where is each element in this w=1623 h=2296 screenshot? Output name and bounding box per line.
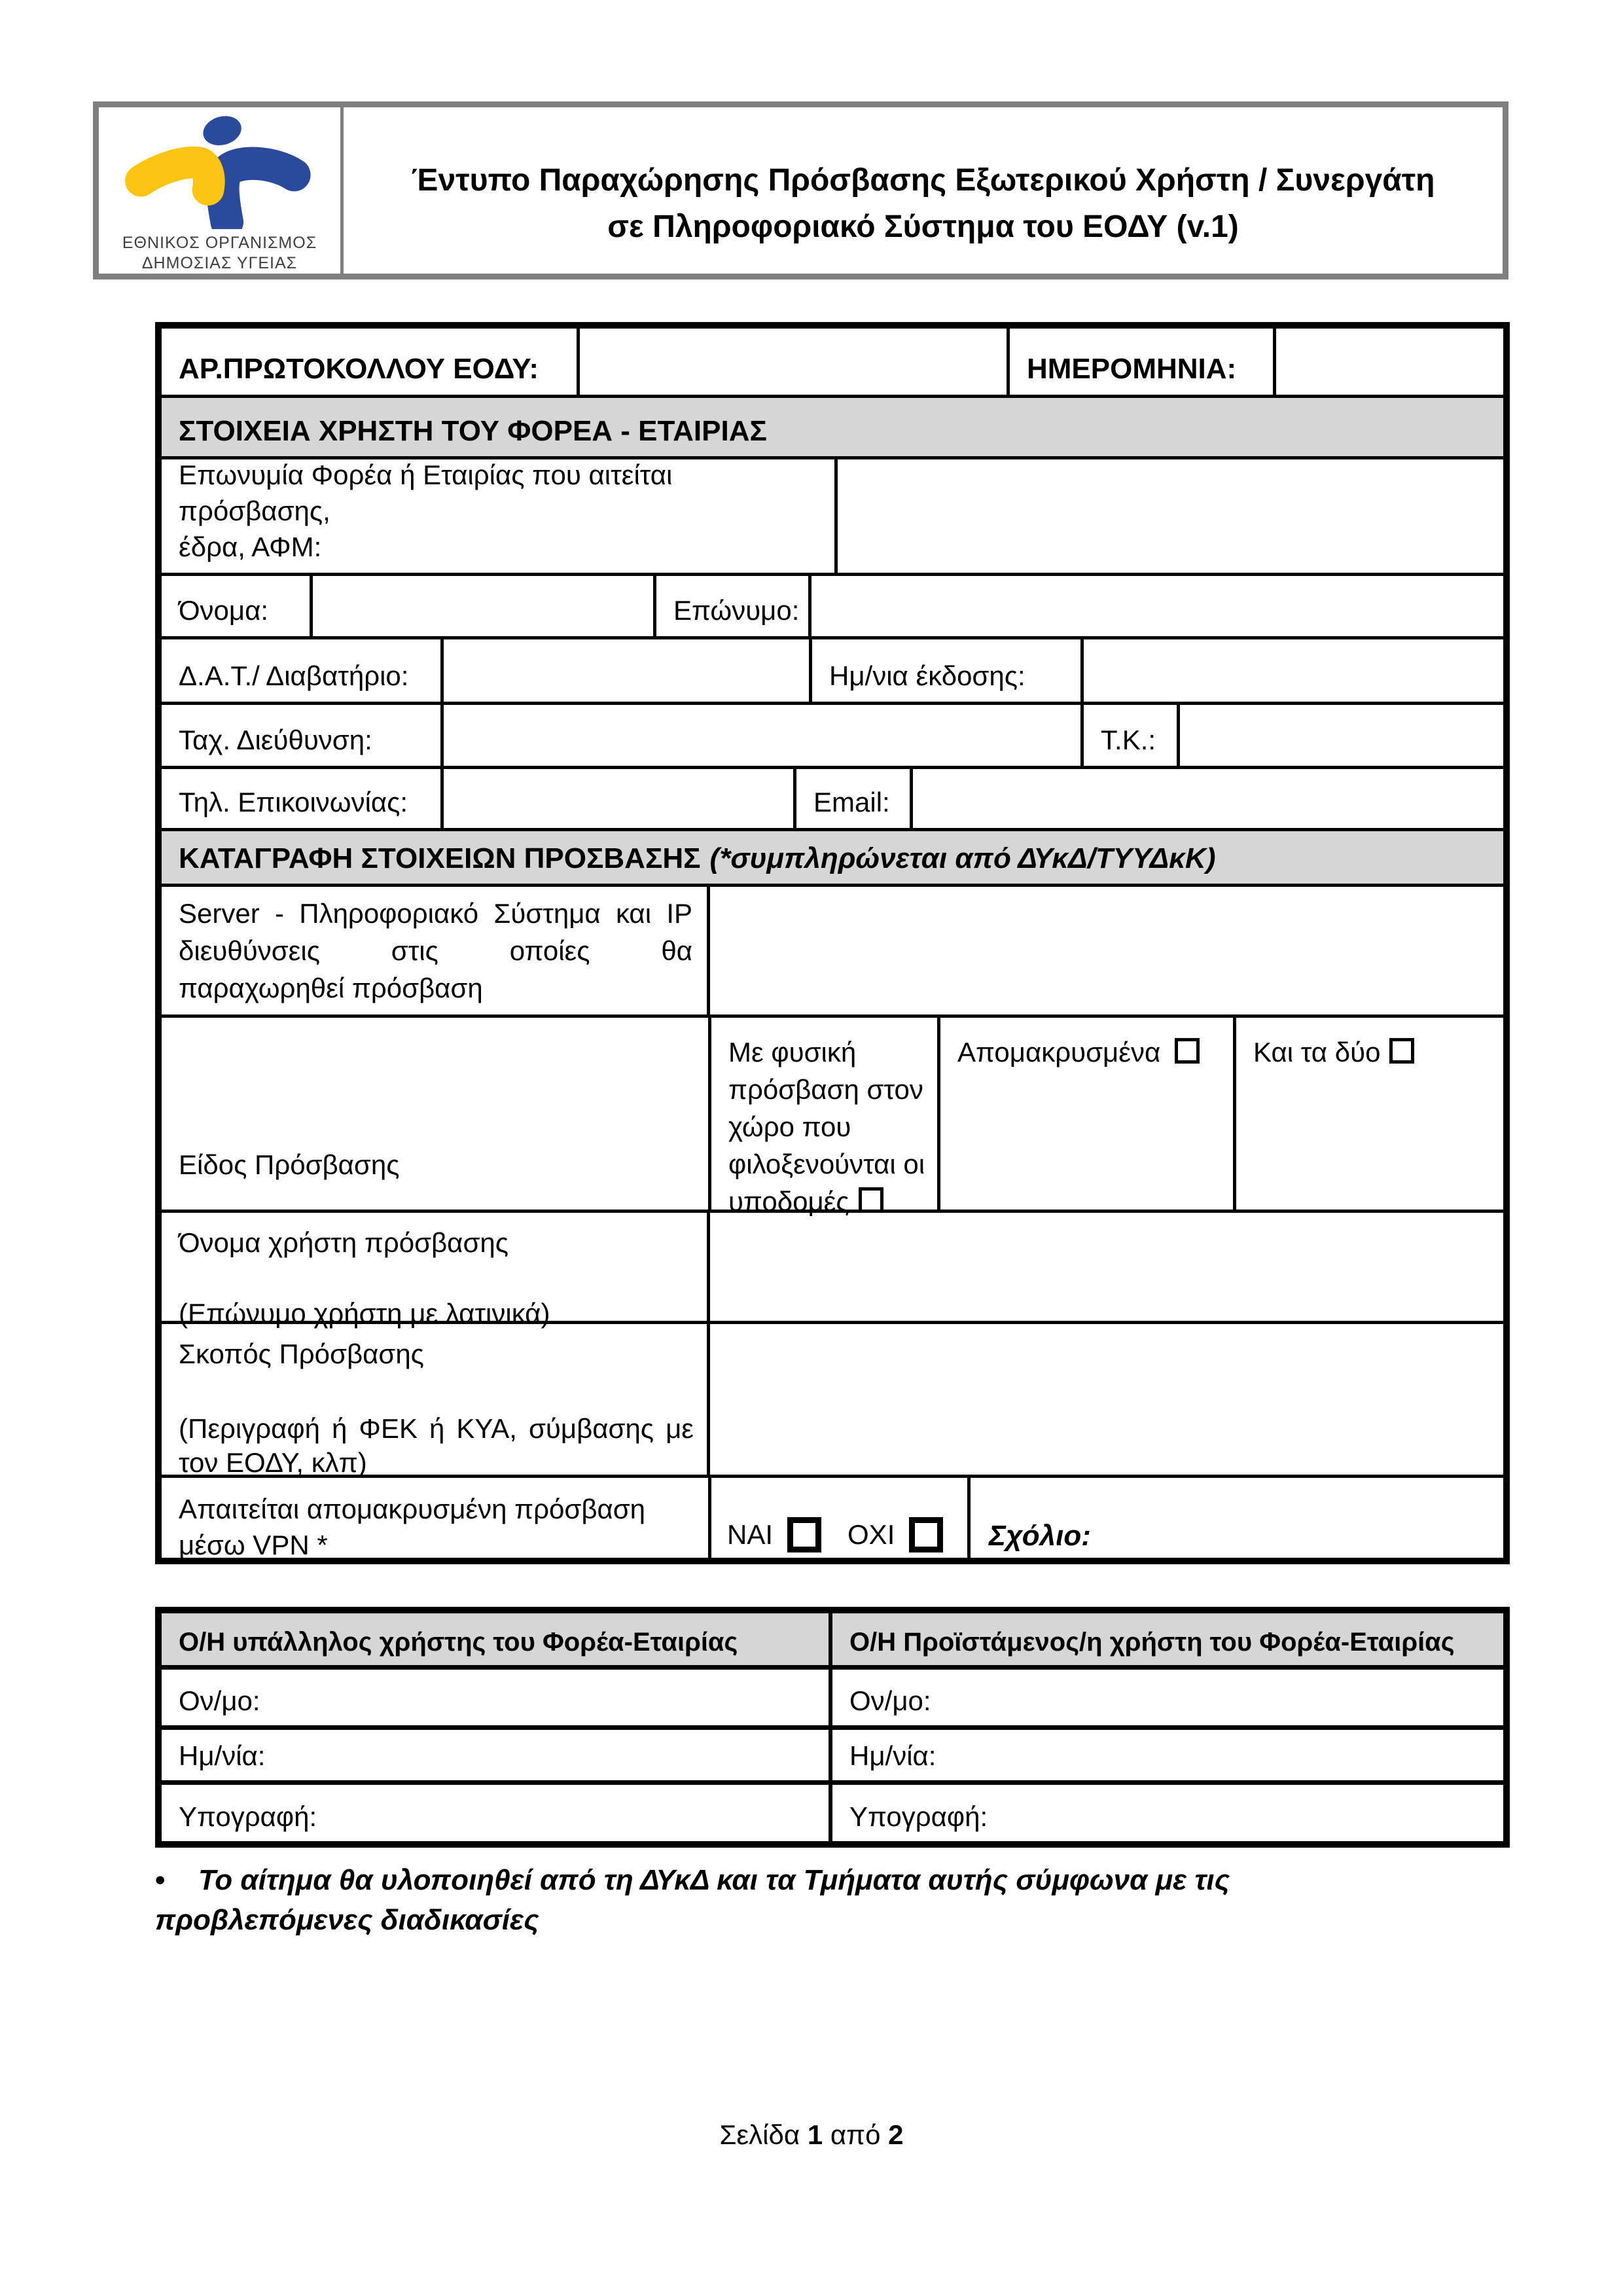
company-label — [162, 459, 838, 573]
vpn-yesno-options — [727, 1517, 943, 1552]
logo-text-line1: ΕΘΝΙΚΟΣ ΟΡΓΑΝΙΣΜΟΣ — [122, 234, 317, 252]
address-label: Ταχ. Διεύθυνση: — [162, 705, 444, 766]
vpn-comment-cell[interactable] — [971, 1478, 1503, 1563]
issue-date-label: Ημ/νια έκδοσης: — [812, 639, 1084, 702]
server-row — [162, 887, 1503, 1018]
page-footer — [0, 2119, 1623, 2151]
checkbox-remote[interactable] — [1175, 1038, 1200, 1064]
email-label: Email: — [796, 769, 913, 828]
protocol-row — [162, 329, 1503, 398]
signatures-sign-row — [162, 1785, 1503, 1841]
id-row — [162, 639, 1503, 705]
signatures-header-row — [162, 1613, 1503, 1670]
eody-logo — [99, 107, 344, 274]
signatures-date-row — [162, 1730, 1503, 1785]
protocol-input[interactable] — [580, 329, 1010, 395]
server-input[interactable] — [710, 887, 1503, 1014]
postal-input[interactable] — [1180, 705, 1503, 766]
last-name-input[interactable] — [812, 576, 1503, 636]
supervisor-date-cell[interactable]: Ημ/νία: — [849, 1740, 936, 1771]
access-type-label: Είδος Πρόσβασης — [162, 1018, 711, 1210]
eody-logo-text — [122, 233, 317, 274]
signatures-table — [155, 1607, 1510, 1848]
vpn-row — [162, 1478, 1503, 1563]
section2-title-text: ΚΑΤΑΓΡΑΦΗ ΣΤΟΙΧΕΙΩΝ ΠΡΟΣΒΑΣΗΣ — [179, 842, 701, 874]
form-title — [344, 107, 1503, 274]
note-line2: προβλεπόμενες διαδικασίες — [155, 1904, 539, 1936]
footer-prefix: Σελίδα — [719, 2119, 808, 2150]
footer-page-number: 1 — [807, 2119, 823, 2150]
phone-label: Τηλ. Επικοινωνίας: — [162, 769, 444, 828]
username-row — [162, 1213, 1503, 1329]
note-line1: Το αίτημα θα υλοποιηθεί από τη ΔΥκΔ και τα Τμήματα αυτής σύμφωνα με τις — [198, 1864, 1230, 1896]
section2-title — [162, 831, 1503, 884]
protocol-label: ΑΡ.ΠΡΩΤΟΚΟΛΛΟΥ ΕΟΔΥ: — [162, 329, 580, 395]
purpose-input[interactable] — [710, 1324, 1503, 1475]
access-type-row — [162, 1018, 1503, 1217]
checkbox-physical[interactable] — [859, 1187, 883, 1213]
footer-middle: από — [823, 2119, 889, 2150]
access-option-both — [1236, 1018, 1503, 1210]
eody-person-logo-icon — [122, 111, 318, 229]
purpose-note-line2: τον ΕΟΔΥ, κλπ) — [179, 1447, 367, 1478]
section2-title-note: (*συμπληρώνεται από ΔΥκΔ/ΤΥΥΔκΚ) — [709, 842, 1216, 874]
purpose-note-line1: (Περιγραφή ή ΦΕΚ ή ΚΥΑ, σύμβασης με — [179, 1413, 694, 1444]
vpn-label: Απαιτείται απομακρυσμένη πρόσβαση μέσω VPN * — [162, 1478, 711, 1563]
checkbox-vpn-yes[interactable] — [787, 1517, 821, 1552]
employee-date-cell[interactable]: Ημ/νία: — [162, 1730, 832, 1780]
footer-page-total: 2 — [888, 2119, 904, 2150]
username-label — [162, 1213, 710, 1329]
username-label-text: Όνομα χρήστη πρόσβασης — [179, 1227, 508, 1258]
server-label-line2: διευθύνσεις στις οποίες θα — [179, 935, 692, 966]
logo-text-line2: ΔΗΜΟΣΙΑΣ ΥΓΕΙΑΣ — [141, 254, 298, 272]
first-name-input[interactable] — [313, 576, 656, 636]
server-label-line3: παραχωρηθεί πρόσβαση — [179, 973, 483, 1003]
email-input[interactable] — [913, 769, 1503, 828]
address-row — [162, 705, 1503, 769]
server-label-line1: Server - Πληροφοριακό Σύστημα και IP — [179, 898, 692, 929]
form-header — [93, 101, 1508, 279]
access-option-remote — [940, 1018, 1236, 1210]
employee-header: Ο/Η υπάλληλος χρήστης του Φορέα-Εταιρίας — [162, 1613, 832, 1665]
vpn-yes-label: ΝΑΙ — [727, 1519, 774, 1550]
access-option-physical-label: Με φυσική πρόσβαση στον χώρο που φιλοξενούνται οι υποδομές — [728, 1037, 925, 1217]
company-label-line1: Επωνυμία Φορέα ή Εταιρίας που αιτείται πρόσβασης, — [179, 459, 673, 526]
form-title-line1: Έντυπο Παραχώρησης Πρόσβασης Εξωτερικού Χρήστη / Συνεργάτη — [411, 163, 1435, 198]
purpose-label — [162, 1324, 710, 1478]
id-label: Δ.Α.Τ./ Διαβατήριο: — [162, 639, 444, 702]
section-access-details — [162, 831, 1503, 887]
vpn-no-label: ΟΧΙ — [847, 1519, 895, 1550]
company-input[interactable] — [838, 459, 1503, 573]
supervisor-signature-cell[interactable]: Υπογραφή: — [849, 1801, 988, 1832]
date-label: ΗΜΕΡΟΜΗΝΙΑ: — [1010, 329, 1276, 395]
bullet-icon: • — [155, 1864, 166, 1896]
purpose-row — [162, 1324, 1503, 1478]
section-user-details — [162, 398, 1503, 459]
server-label — [162, 887, 710, 1014]
access-option-remote-label: Απομακρυσμένα — [957, 1037, 1161, 1067]
postal-label: Τ.Κ.: — [1084, 705, 1180, 766]
access-option-physical — [711, 1018, 940, 1217]
address-input[interactable] — [444, 705, 1084, 766]
checkbox-both[interactable] — [1389, 1038, 1414, 1064]
contact-row — [162, 769, 1503, 831]
date-input[interactable] — [1276, 329, 1503, 395]
signatures-name-row — [162, 1670, 1503, 1730]
first-name-label: Όνομα: — [162, 576, 313, 636]
supervisor-header: Ο/Η Προϊστάμενος/η χρήστη του Φορέα-Εταιρίας — [832, 1613, 1503, 1665]
implementation-note — [155, 1860, 1464, 1940]
username-input[interactable] — [710, 1213, 1503, 1321]
issue-date-input[interactable] — [1084, 639, 1503, 702]
supervisor-name-cell[interactable]: Ον/μο: — [849, 1685, 931, 1716]
id-input[interactable] — [444, 639, 812, 702]
section1-title: ΣΤΟΙΧΕΙΑ ΧΡΗΣΤΗ ΤΟΥ ΦΟΡΕΑ - ΕΤΑΙΡΙΑΣ — [179, 415, 767, 447]
vpn-yesno-cell — [711, 1478, 971, 1563]
employee-signature-cell[interactable]: Υπογραφή: — [162, 1785, 832, 1841]
phone-input[interactable] — [444, 769, 796, 828]
access-form-table — [155, 322, 1510, 1564]
username-label-note: (Επώνυμο χρήστη με λατινικά) — [179, 1298, 550, 1329]
employee-name-cell[interactable]: Ον/μο: — [162, 1670, 832, 1725]
access-option-both-label: Και τα δύο — [1253, 1037, 1381, 1067]
last-name-label: Επώνυμο: — [656, 576, 812, 636]
name-row — [162, 576, 1503, 639]
company-row — [162, 459, 1503, 576]
form-title-line2: σε Πληροφοριακό Σύστημα του ΕΟΔΥ (v.1) — [607, 209, 1239, 244]
comment-label: Σχόλιο: — [989, 1520, 1091, 1552]
checkbox-vpn-no[interactable] — [909, 1517, 943, 1552]
company-label-line2: έδρα, ΑΦΜ: — [179, 531, 322, 562]
purpose-label-text: Σκοπός Πρόσβασης — [179, 1338, 424, 1369]
